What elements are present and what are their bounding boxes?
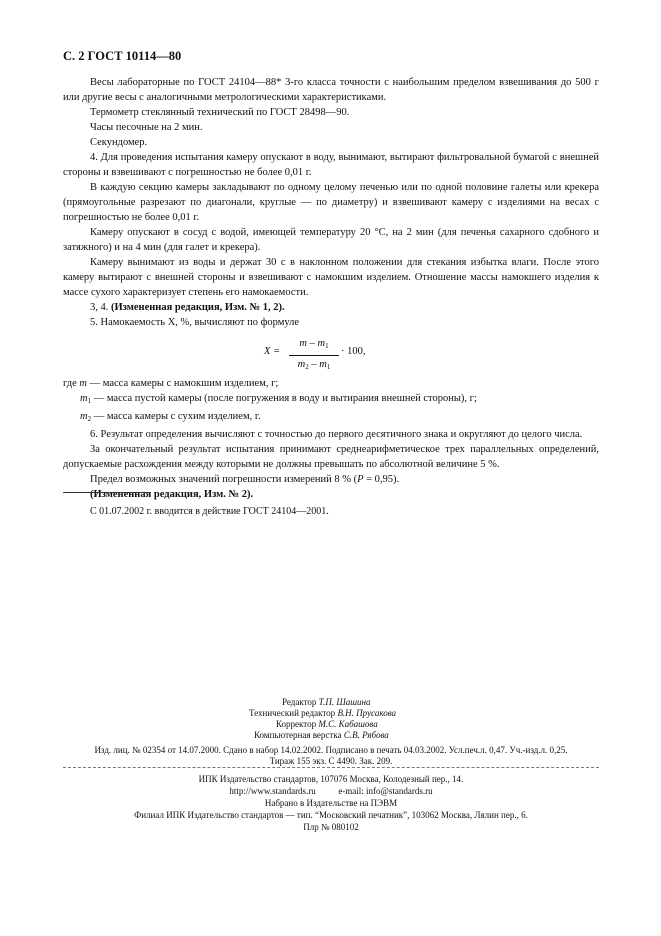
paragraph-step-4: 4. Для проведения испытания камеру опускают в воду, вынимают, вытирают фильтровальной бумагой с внешней стороны и взвешивают с погрешностью не более 0,01 г. (63, 152, 599, 178)
credit-layout-name: С.В. Рябова (343, 730, 389, 740)
credit-proofreader-role: Корректор (276, 719, 319, 729)
paragraph-thermometer: Термометр стеклянный технический по ГОСТ 28498—90. (90, 107, 350, 118)
imprint-line-1: Изд. лиц. № 02354 от 14.07.2000. Сдано в набор 14.02.2002. Подписано в печать 04.03.2002. Усл.печ.л. 0,47. Уч.-изд.л. 0,25. (94, 745, 568, 755)
imprint-divider (63, 767, 599, 768)
den-m1-sub: 1 (326, 363, 331, 371)
definition-m1-text: — масса пустой камеры (после погружения в воду и вытирания внешней стороны), г; (91, 393, 477, 404)
paragraph-final-result: За окончательный результат испытания принимают среднеарифметическое трех параллельных определений, допускаемые расхождения между которыми не должны превышать по абсолютной величине 5 %. (63, 444, 599, 470)
error-limit-tail: = 0,95). (363, 474, 400, 485)
den-m2: m (297, 359, 306, 370)
definition-m2-symbol: m (80, 411, 88, 422)
error-limit-p-symbol: P (357, 474, 364, 485)
credit-tech-editor-name: В.Н. Прусакова (337, 708, 397, 718)
main-text (63, 75, 599, 502)
paragraph-immersion: Камеру опускают в сосуд с водой, имеющей температуру 20 °С, на 2 мин (для печенья сахарного сдобного и затяжного) и на 4 мин (для галет и крекера). (63, 227, 599, 253)
definition-m1 (63, 391, 599, 409)
definition-m (63, 376, 599, 391)
credit-layout (254, 729, 389, 741)
formula-fraction (289, 336, 339, 375)
definition-m2-sub: 2 (87, 415, 92, 423)
definition-m1-symbol: m (80, 393, 88, 404)
edit-note-1-prefix: 3, 4. (90, 302, 111, 313)
credit-editor-role: Редактор (282, 697, 319, 707)
page-header: С. 2 ГОСТ 10114—80 (63, 49, 182, 63)
formula-denominator (289, 356, 339, 375)
formula-rhs: · 100, (341, 346, 366, 357)
credit-layout-role: Компьютерная верстка (254, 730, 344, 740)
publisher-website[interactable]: http://www.standards.ru (229, 786, 316, 796)
num-m1-sub: 1 (325, 342, 329, 350)
definition-intro: где (63, 378, 77, 389)
publisher-email[interactable]: e-mail: info@standards.ru (338, 786, 433, 796)
edit-note-2: (Измененная редакция, Изм. № 2). (90, 489, 254, 500)
publisher-line-1: ИПК Издательство стандартов, 107076 Москва, Колодезный пер., 14. (198, 774, 464, 784)
formula-numerator (289, 336, 339, 356)
paragraph-step-5: 5. Намокаемость X, %, вычисляют по формуле (90, 317, 300, 328)
paragraph-step-6: 6. Результат определения вычисляют с точностью до первого десятичного знака и округляют до целого числа. (90, 429, 583, 440)
publisher-line-3: Набрано в Издательстве на ПЭВМ (264, 798, 398, 808)
credit-tech-editor-role: Технический редактор (249, 708, 338, 718)
num-m: m (299, 338, 307, 349)
definition-m-text: — масса камеры с намокшим изделием, г; (87, 378, 279, 389)
den-m2-sub: 2 (305, 363, 309, 371)
definition-m1-sub: 1 (87, 397, 92, 405)
definitions (63, 376, 599, 427)
wetting-formula (63, 336, 599, 370)
publisher-line-4: Филиал ИПК Издательство стандартов — тип. “Московский печатник”, 103062 Москва, Лялин пер., 6. (134, 810, 528, 820)
publisher-contacts (63, 785, 599, 797)
paragraph-sections: В каждую секцию камеры закладывают по одному целому печенью или по одной половине галеты или крекера (прямоугольные разрезают по диагонали, круглые — по диаметру) и взвешивают камеру с изделиями на весах с погрешностью не более 0,01 г. (63, 182, 599, 223)
paragraph-stopwatch: Секундомер. (90, 137, 148, 148)
footnote-rule (63, 492, 151, 493)
definition-m-symbol: m (79, 378, 88, 389)
paragraph-scales: Весы лабораторные по ГОСТ 24104—88* 3-го класса точности с наибольшим пределом взвешивания до 500 г или другие весы с аналогичными метрологическими характеристиками. (63, 77, 599, 103)
den-m1: m (319, 359, 327, 370)
definition-m2 (63, 409, 599, 427)
publisher-line-5: Плр № 080102 (303, 822, 359, 832)
num-minus: – (307, 338, 318, 349)
den-minus: – (308, 359, 320, 370)
error-limit-text: Предел возможных значений погрешности измерений 8 % ( (90, 474, 358, 485)
edit-note-1 (63, 300, 599, 315)
credit-proofreader-name: М.С. Кабашова (318, 719, 378, 729)
paragraph-error-limit (63, 472, 599, 487)
definition-m2-text: — масса камеры с сухим изделием, г. (91, 411, 261, 422)
paragraph-hourglass: Часы песочные на 2 мин. (90, 122, 203, 133)
paragraph-draining: Камеру вынимают из воды и держат 30 с в наклонном положении для стекания избытка влаги. После этого камеру вытирают с внешней стороны и взвешивают с намокшим изделием. Отношение массы намокшего изделия к массе сухого характеризует степень его намокаемости. (63, 257, 599, 298)
edit-note-1-text: (Измененная редакция, Изм. № 1, 2). (111, 302, 285, 313)
imprint (63, 745, 599, 767)
formula-lhs: X = (264, 346, 281, 357)
footnote: С 01.07.2002 г. вводится в действие ГОСТ 24104—2001. (90, 506, 329, 517)
imprint-line-2: Тираж 155 экз. С 4490. Зак. 209. (269, 756, 393, 766)
num-m1: m (317, 338, 326, 349)
publisher-info (63, 773, 599, 833)
credit-editor-name: Т.П. Шашина (318, 697, 371, 707)
